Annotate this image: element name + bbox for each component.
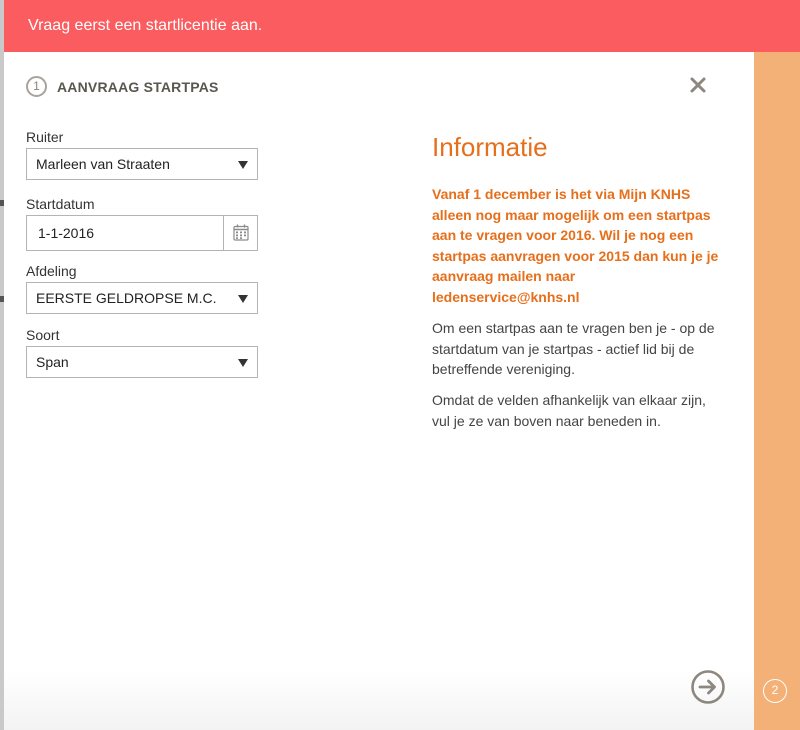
info-highlight: Vanaf 1 december is het via Mijn KNHS alleen nog maar mogelijk om een startpas aan te vragen voor 2016. Wil je nog een startpas aanvragen voor 2015 dan kun je je aanvraag mailen naar ledenservice@knhs.nl [432, 186, 719, 305]
startpas-dialog [4, 52, 754, 730]
dialog-title: AANVRAAG STARTPAS [57, 79, 219, 95]
dialog-footer-shade [4, 670, 754, 730]
department-label: Afdeling [26, 263, 77, 279]
info-paragraph-1: Om een startpas aan te vragen ben je - op de startdatum van je startpas - actief lid bij de betreffende vereniging. [432, 320, 715, 377]
dropdown-arrow-icon [238, 359, 248, 367]
dropdown-arrow-icon [238, 161, 248, 169]
close-icon [688, 75, 708, 95]
start-date-label: Startdatum [26, 196, 95, 212]
start-date-field[interactable] [26, 215, 258, 251]
close-button[interactable] [688, 75, 708, 95]
dropdown-arrow-icon [238, 295, 248, 303]
next-button[interactable] [690, 669, 726, 705]
calendar-icon [233, 224, 249, 241]
start-date-value: 1-1-2016 [38, 225, 95, 241]
department-select[interactable] [26, 282, 258, 314]
alert-banner [4, 0, 800, 52]
type-label: Soort [26, 327, 60, 343]
alert-banner-message: Vraag eerst een startlicentie aan. [28, 17, 263, 34]
calendar-button[interactable] [223, 216, 257, 250]
info-title: Informatie [432, 132, 548, 162]
arrow-right-circle-icon [690, 669, 726, 705]
step-indicator-1: 1 [26, 76, 47, 97]
rider-select-value: Marleen van Straaten [36, 156, 170, 172]
info-paragraph-2: Omdat de velden afhankelijk van elkaar zijn, vul je ze van boven naar beneden in. [432, 392, 706, 429]
step-indicator-2[interactable]: 2 [763, 679, 787, 703]
rider-select[interactable] [26, 148, 258, 180]
type-select[interactable] [26, 346, 258, 378]
department-select-value: EERSTE GELDROPSE M.C. [36, 290, 217, 306]
next-step-panel [754, 52, 800, 730]
rider-label: Ruiter [26, 129, 64, 145]
type-select-value: Span [36, 354, 69, 370]
